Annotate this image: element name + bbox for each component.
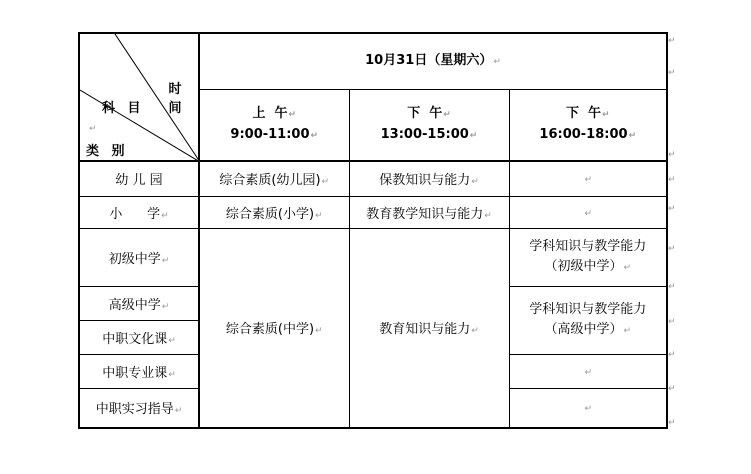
date-header: 10月31日（星期六）: [365, 53, 493, 69]
session-3-cell: [509, 388, 667, 428]
session-3-label: 下 午: [565, 105, 602, 121]
session-2-time: 13:00-15:00: [380, 126, 469, 142]
subject-label: 教育教学知识与能力: [366, 206, 484, 222]
paragraph-mark: ↵: [288, 109, 297, 120]
paragraph-mark: ↵: [628, 130, 637, 141]
paragraph-mark: ↵: [668, 68, 676, 78]
paragraph-mark: ↵: [469, 130, 478, 141]
paragraph-mark: ↵: [321, 177, 330, 188]
table-row: [79, 228, 667, 286]
corner-category-label: 类 别: [86, 144, 129, 159]
subject-label: 教育知识与能力: [379, 322, 471, 338]
session-3-cell: [509, 161, 667, 196]
paragraph-mark: ↵: [623, 262, 632, 273]
exam-schedule-table: [78, 32, 668, 429]
category-label: 中职文化课: [102, 331, 168, 347]
paragraph-mark: ↵: [168, 335, 176, 346]
table-row: [79, 196, 667, 228]
paragraph-mark: ↵: [471, 326, 479, 337]
paragraph-mark: ↵: [315, 326, 323, 337]
paragraph-mark: ↵: [668, 175, 676, 185]
paragraph-mark: ↵: [584, 367, 593, 378]
session-3-cell: [509, 286, 667, 354]
paragraph-mark: ↵: [668, 204, 676, 214]
paragraph-mark: ↵: [584, 404, 593, 415]
subject-sublabel: （高级中学）: [544, 321, 623, 337]
paragraph-mark: ↵: [584, 175, 593, 186]
category-label: 高级中学: [108, 297, 161, 313]
category-label: 小 学: [109, 206, 161, 222]
paragraph-mark: ↵: [668, 244, 676, 254]
corner-subject-label: 科 目: [102, 101, 145, 116]
paragraph-mark: ↵: [668, 384, 676, 394]
paragraph-mark: ↵: [168, 369, 176, 380]
category-cell: [79, 286, 199, 320]
category-label: 中职实习指导: [95, 402, 174, 418]
paragraph-mark: ↵: [443, 109, 451, 120]
session-2-cell: [349, 196, 509, 228]
paragraph-mark: ↵: [315, 210, 323, 221]
category-label: 初级中学: [108, 251, 161, 267]
paragraph-mark: ↵: [584, 208, 593, 219]
subject-label: 综合素质(中学): [225, 322, 315, 338]
paragraph-mark: ↵: [161, 255, 170, 266]
paragraph-mark: ↵: [668, 150, 676, 160]
corner-header-cell: [79, 33, 199, 161]
session-3-cell: [509, 228, 667, 286]
session-1-cell: [199, 196, 349, 228]
category-cell: [79, 161, 199, 196]
paragraph-mark: ↵: [471, 177, 479, 188]
category-cell: [79, 320, 199, 354]
merged-session-1-cell: [199, 228, 349, 428]
subject-sublabel: （初级中学）: [544, 258, 623, 274]
category-cell: [79, 388, 199, 428]
merged-session-2-cell: [349, 228, 509, 428]
session-2-cell: [349, 161, 509, 196]
paragraph-mark: ↵: [668, 317, 676, 327]
session-1-header: [199, 89, 349, 161]
paragraph-mark: ↵: [668, 350, 676, 360]
corner-time-label: 时 间: [168, 82, 186, 116]
session-1-time: 9:00-11:00: [230, 126, 310, 142]
paragraph-mark: ↵: [493, 57, 501, 68]
paragraph-mark: ↵: [668, 418, 676, 428]
subject-label: 保教知识与能力: [379, 173, 471, 189]
category-cell: [79, 228, 199, 286]
session-1-label: 上 午: [252, 105, 288, 121]
session-2-header: [349, 89, 509, 161]
category-label: 幼 儿 园: [115, 173, 163, 189]
session-3-cell: [509, 196, 667, 228]
category-label: 中职专业课: [102, 365, 168, 381]
paragraph-mark: ↵: [161, 210, 169, 221]
paragraph-mark: ↵: [161, 301, 170, 312]
table-row: [79, 161, 667, 196]
paragraph-mark: ↵: [668, 36, 676, 46]
session-3-time: 16:00-18:00: [539, 126, 628, 142]
session-2-label: 下 午: [407, 105, 443, 121]
paragraph-mark: ↵: [89, 124, 97, 134]
paragraph-mark: ↵: [174, 406, 183, 417]
session-3-cell: [509, 354, 667, 388]
date-header-cell: [199, 33, 667, 89]
paragraph-mark: ↵: [310, 130, 319, 141]
row-end-marks: [668, 32, 680, 432]
session-1-cell: [199, 161, 349, 196]
subject-label: 综合素质(小学): [225, 206, 315, 222]
subject-label: 综合素质(幼儿园): [219, 173, 321, 189]
session-3-header: [509, 89, 667, 161]
category-cell: [79, 196, 199, 228]
subject-label: 学科知识与教学能力: [529, 238, 647, 254]
subject-label: 学科知识与教学能力: [529, 301, 647, 317]
paragraph-mark: ↵: [623, 325, 632, 336]
paragraph-mark: ↵: [484, 210, 492, 221]
paragraph-mark: ↵: [602, 109, 610, 120]
category-cell: [79, 354, 199, 388]
paragraph-mark: ↵: [668, 282, 676, 292]
